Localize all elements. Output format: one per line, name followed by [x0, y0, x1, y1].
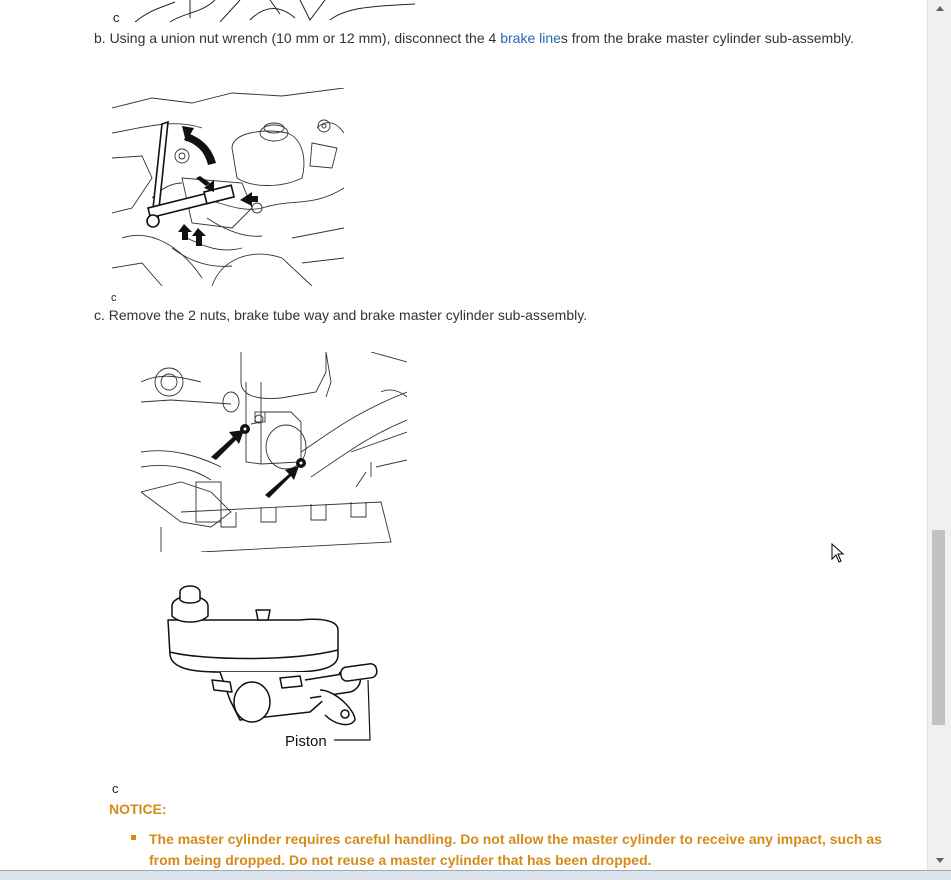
- brake-line-link[interactable]: brake line: [500, 30, 561, 46]
- arrow-up-icon: [936, 6, 944, 11]
- notice-item: [131, 829, 916, 870]
- square-bullet-icon: [131, 835, 136, 840]
- vertical-scrollbar[interactable]: [927, 0, 951, 870]
- scroll-up-button[interactable]: [928, 0, 951, 18]
- figure-caption-top: c: [113, 10, 120, 25]
- mouse-cursor-icon: [831, 543, 845, 563]
- step-b-suffix: s from the brake master cylinder sub-assembly.: [560, 30, 854, 46]
- scrollbar-thumb[interactable]: [932, 530, 945, 725]
- illustration-brake-lines: [112, 88, 344, 286]
- piston-callout-label: Piston: [285, 733, 327, 750]
- step-b-prefix: b. Using a union nut wrench (10 mm or 12 mm), disconnect the 4: [94, 30, 501, 46]
- illustration-master-cylinder: [160, 580, 390, 752]
- figure-caption-c: c: [112, 781, 119, 796]
- arrow-down-icon: [936, 858, 944, 863]
- illustration-top-partial: [130, 0, 420, 22]
- step-b-text: [94, 30, 854, 46]
- illustration-remove-nuts: [141, 352, 407, 552]
- scroll-down-button[interactable]: [928, 852, 951, 870]
- notice-title: NOTICE:: [109, 801, 167, 817]
- notice-list: [131, 829, 916, 870]
- figure-caption-b: c: [111, 292, 117, 304]
- step-c-text: c. Remove the 2 nuts, brake tube way and brake master cylinder sub-assembly.: [94, 307, 588, 323]
- notice-item-text: The master cylinder requires careful handling. Do not allow the master cylinder to receive any impact, such as from being dropped. Do not reuse a master cylinder that has been dropped.: [149, 831, 882, 868]
